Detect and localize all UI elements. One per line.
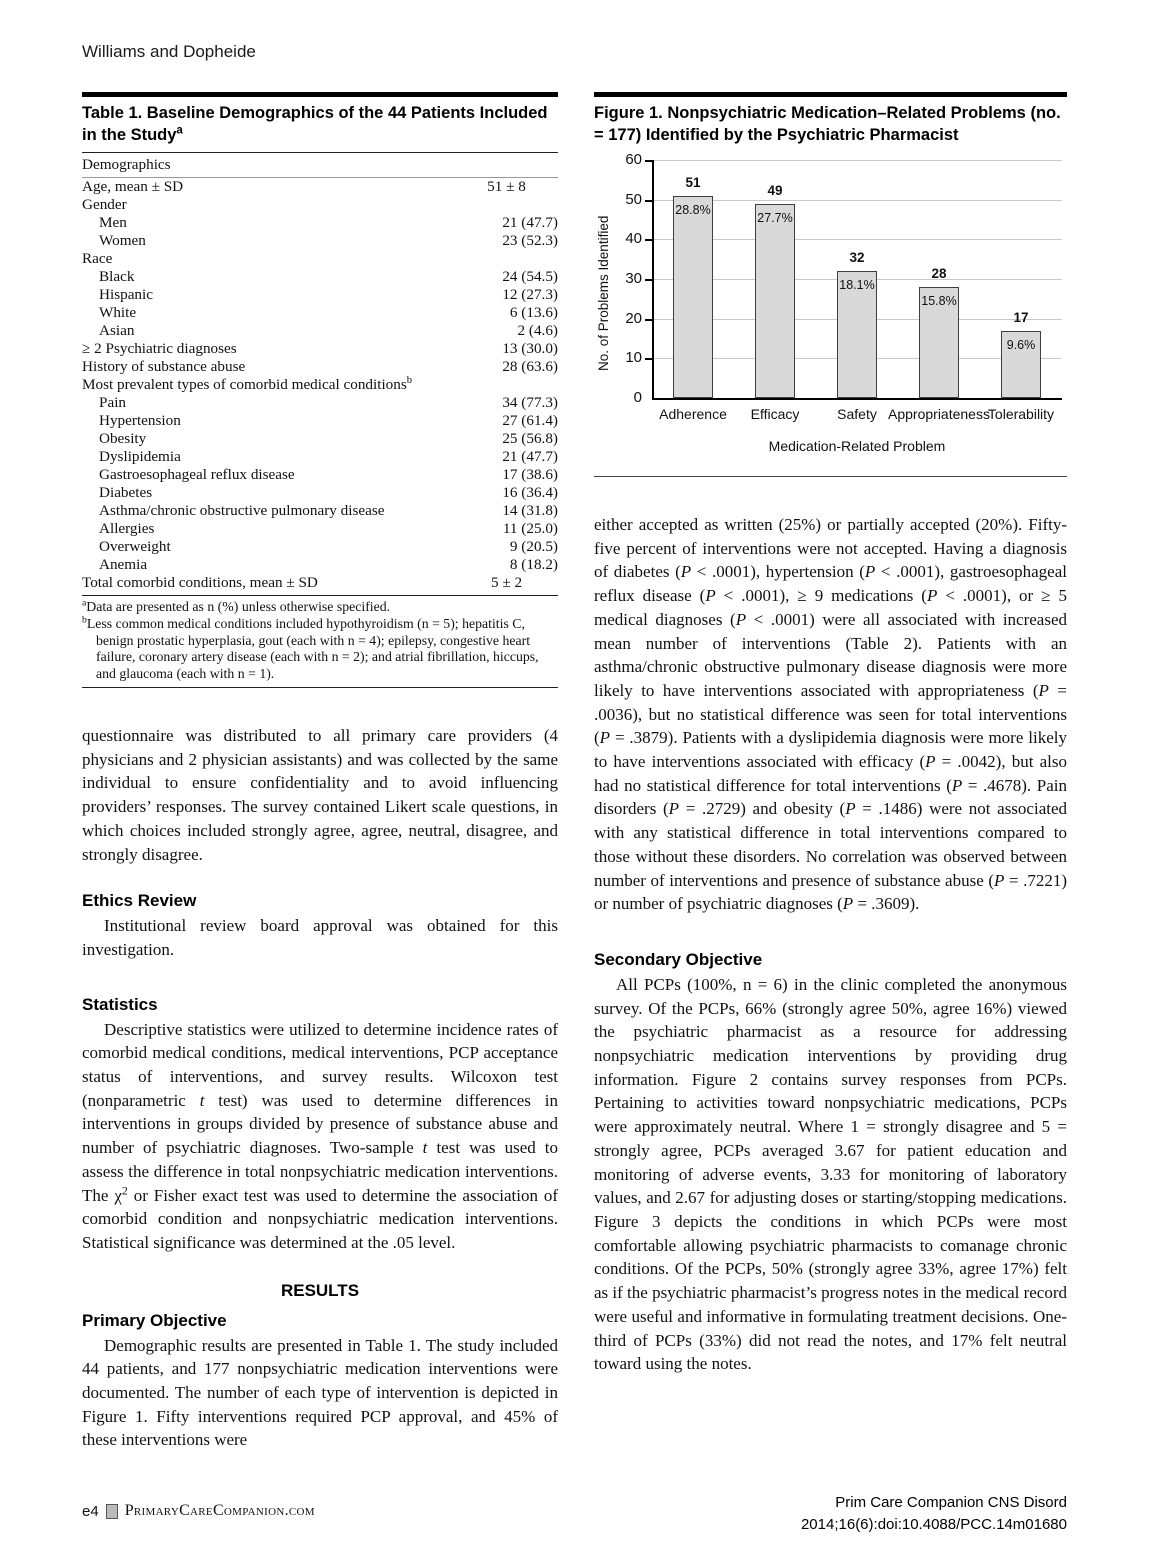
paragraph-ethics: Institutional review board approval was obtained for this investigation. [82, 916, 558, 959]
y-axis-tick [645, 279, 652, 281]
table-row [82, 520, 558, 538]
bar-pct-label: 15.8% [921, 293, 957, 308]
footer-left [82, 1502, 315, 1520]
table1-top-rule [82, 92, 558, 97]
y-axis [652, 160, 654, 398]
x-tick-label: Adherence [659, 406, 727, 422]
y-tick-label: 60 [625, 151, 642, 168]
table-row-label: Hispanic [99, 286, 153, 303]
table-row [82, 394, 558, 412]
x-tick-label: Efficacy [750, 406, 800, 422]
running-head: Williams and Dopheide [82, 42, 256, 61]
table-row [82, 196, 558, 214]
table-row-value: 9 (20.5) [509, 538, 558, 555]
table1-title: Table 1. Baseline Demographics of the 44 Patients Included in the Study$^a$ [82, 104, 548, 144]
y-tick-label: 10 [625, 349, 642, 367]
table-row [82, 268, 558, 286]
table-row-label: Pain [99, 394, 127, 411]
bar [755, 204, 795, 398]
x-tick-label: Safety [837, 406, 877, 422]
table-row [82, 538, 558, 556]
journal-icon [106, 1504, 118, 1519]
table-row-value: 13 (30.0) [502, 340, 558, 357]
table-row-value: 16 (36.4) [502, 484, 558, 501]
y-tick-label: 20 [625, 309, 642, 327]
grid-line [652, 160, 1062, 161]
figure1-block [594, 92, 1067, 477]
table-row-label: Anemia [99, 556, 148, 573]
table-footnote: $^b$Less common medical conditions included hypothyroidism (n = 5); hepatitis C, benign prostatic hyperplasia, gout (each with n = 4); epilepsy, congestive heart failure, coronary artery disease (each with n = 2); and atrial fibrillation, hiccups, and glaucoma (each with n = 1). [82, 614, 539, 682]
table-row-value: 12 (27.3) [502, 286, 558, 303]
table-row [82, 556, 558, 574]
table1-bottom-rule [82, 687, 558, 688]
table-row [82, 412, 558, 430]
bar-value-label: 49 [767, 182, 783, 198]
table-row-value: 2 (4.6) [517, 322, 558, 339]
figure1-title: Figure 1. Nonpsychiatric Medication–Related Problems (no. = 177) Identified by the Psychiatric Pharmacist [594, 104, 1061, 144]
table-row [82, 574, 558, 592]
grid-line [652, 239, 1062, 240]
table-row-value: 17 (38.6) [502, 466, 558, 483]
table1-column-header: Demographics [82, 156, 171, 173]
table-row [82, 448, 558, 466]
table-row [82, 466, 558, 484]
table-row-value: 14 (31.8) [502, 502, 558, 519]
table-row-value: 8 (18.2) [509, 556, 558, 573]
table-row-value: 21 (47.7) [502, 214, 558, 231]
table-row-value: 28 (63.6) [502, 358, 558, 375]
table-row-label: Dyslipidemia [99, 448, 181, 465]
table-row-value: 34 (77.3) [502, 394, 558, 411]
footer-site-name: PrimaryCareCompanion.com [124, 1502, 315, 1519]
paragraph-primary-objective: Demographic results are presented in Table 1. The study included 44 patients, and 177 nonpsychiatric medication interventions were documented. The number of each type of intervention is depicted in Figure 1. Fifty interventions required PCP approval, and 45% of these interventions were [82, 1335, 558, 1450]
table-row-label: Hypertension [99, 412, 181, 429]
table1-footnotes [82, 596, 558, 687]
table-row-value: 24 (54.5) [502, 268, 558, 285]
bar-pct-label: 27.7% [757, 210, 793, 225]
table-row [82, 484, 558, 502]
table-row-label: Overweight [99, 538, 171, 555]
table-row [82, 250, 558, 268]
x-tick-label: Appropriateness [888, 406, 990, 422]
table-row [82, 286, 558, 304]
table-row [82, 430, 558, 448]
table-row-label: Women [99, 232, 146, 249]
y-axis-tick [645, 200, 652, 202]
table-footnote: $^a$Data are presented as n (%) unless otherwise specified. [82, 597, 391, 614]
table1-rows [82, 178, 558, 592]
x-tick-label: Tolerability [987, 406, 1055, 422]
paragraph-methods-continued: questionnaire was distributed to all primary care providers (4 physicians and 2 physician assistants) and was collected by the same individual to ensure confidentiality and to avoid influencing providers’ responses. The survey contained Likert scale questions, in which choices included strongly agree, agree, neutral, disagree, and strongly disagree. [82, 725, 558, 864]
table-row-value: 27 (61.4) [502, 412, 558, 429]
table-row-label: Total comorbid conditions, mean ± SD [82, 574, 318, 591]
table-row-label: Allergies [99, 520, 155, 537]
heading-statistics: Statistics [82, 994, 158, 1014]
x-axis-title: Medication-Related Problem [768, 438, 946, 454]
heading-secondary-objective: Secondary Objective [594, 949, 763, 969]
footer-citation: 2014;16(6):doi:10.4088/PCC.14m01680 [800, 1515, 1067, 1533]
y-axis-title: No. of Problems Identified [596, 215, 611, 371]
table-row-label: ≥ 2 Psychiatric diagnoses [82, 340, 237, 357]
paragraph-secondary-objective: All PCPs (100%, n = 6) in the clinic completed the anonymous survey. Of the PCPs, 66% (strongly agree 50%, agree 16%) viewed the psychiatric pharmacist as a resource for addressing nonpsychiatric medication interventions by providing drug information. Figure 2 contains survey responses from PCPs. Pertaining to activities toward nonpsychiatric medications, PCPs were approximately neutral. Where 1 = strongly disagree and 5 = strongly agree, PCPs averaged 3.67 for patient education and monitoring of adverse events, 3.33 for monitoring of laboratory values, and 2.67 for adjusting doses or starting/stopping medications. Figure 3 depicts the conditions in which PCPs were most comfortable allowing psychiatric pharmacists to comanage chronic conditions. Of the PCPs, 50% (strongly agree 33%, agree 17%) felt as if the psychiatric pharmacist’s progress notes in the medical record were useful and informative in formulating treatment decisions. One-third of PCPs (33%) did not read the notes, and 17% felt neutral toward using the notes. [594, 974, 1068, 1374]
y-axis-tick [645, 319, 652, 321]
figure1-bottom-rule [594, 476, 1067, 477]
table-row-label: Most prevalent types of comorbid medical conditions$^b$ [82, 374, 413, 393]
y-axis-tick [645, 358, 652, 360]
y-tick-label: 50 [625, 190, 642, 208]
bar-pct-label: 9.6% [1006, 337, 1036, 352]
paragraph-primary-results-continued: either accepted as written (25%) or partially accepted (20%). Fifty-five percent of interventions were not accepted. Having a diagnosis of diabetes (P < .0001), hypertension (P < .0001), gastroesophageal reflux disease (P < .0001), ≥ 9 medications (P < .0001), or ≥ 5 medical diagnoses (P < .0001) were all associated with increased mean number of interventions (Table 2). Patients with an asthma/chronic obstructive pulmonary disease diagnosis were more likely to have interventions associated with appropriateness (P = .0036), but no statistical difference was seen for total interventions (P = .3879). Patients with a dyslipidemia diagnosis were more likely to have interventions associated with efficacy (P = .0042), but also had no statistical difference for total interventions (P = .4678). Pain disorders (P = .2729) and obesity (P = .1486) were not associated with any statistical difference in total interventions compared to those without these disorders. No correlation was observed between number of interventions and presence of substance abuse (P = .7221) or number of psychiatric diagnoses (P = .3609). [594, 515, 1068, 914]
table-row [82, 178, 558, 196]
y-tick-label: 0 [633, 389, 642, 406]
x-axis [652, 398, 1062, 400]
heading-results: RESULTS [280, 1280, 360, 1300]
y-axis-tick [645, 239, 652, 241]
table1-block [82, 92, 558, 688]
heading-ethics-review: Ethics Review [82, 891, 197, 911]
table-row [82, 214, 558, 232]
table-row-label: Gender [82, 196, 127, 213]
table-row-value [463, 376, 558, 394]
table-row-value [463, 196, 558, 214]
table-row-label: History of substance abuse [82, 358, 246, 375]
table-row [82, 376, 558, 394]
y-axis-tick [645, 160, 652, 162]
table-row-label: Age, mean ± SD [82, 178, 184, 195]
heading-primary-objective: Primary Objective [82, 1310, 227, 1330]
table-row-value: 51 ± 8 [487, 178, 526, 195]
table-row [82, 358, 558, 376]
bar-value-label: 32 [849, 250, 865, 266]
table-row-label: Asthma/chronic obstructive pulmonary disease [99, 502, 385, 519]
table-row-value: 23 (52.3) [502, 232, 558, 249]
table-row [82, 502, 558, 520]
table-row-value: 21 (47.7) [502, 448, 558, 465]
table-row-label: Diabetes [99, 484, 153, 501]
table-row-label: Black [99, 268, 135, 285]
table-row [82, 322, 558, 340]
footer-right [801, 1492, 1067, 1535]
bar-pct-label: 18.1% [839, 278, 875, 293]
footer-journal-name: Prim Care Companion CNS Disord [835, 1494, 1067, 1511]
table-row-label: Gastroesophageal reflux disease [99, 466, 295, 483]
table-row-label: Men [99, 214, 127, 231]
y-tick-label: 40 [625, 230, 642, 248]
grid-line [652, 200, 1062, 201]
figure1-top-rule [594, 92, 1067, 97]
page-number: e4 [82, 1502, 99, 1520]
table-row-value: 25 (56.8) [502, 430, 558, 447]
table-row-value: 6 (13.6) [509, 304, 558, 321]
figure1-bar-chart [594, 151, 1067, 466]
bar-value-label: 17 [1013, 309, 1029, 325]
bar-value-label: 51 [685, 174, 701, 190]
paragraph-statistics: Descriptive statistics were utilized to determine incidence rates of comorbid medical conditions, medical interventions, PCP acceptance status of interventions, and survey results. Wilcoxon test (nonparametric t test) was used to determine differences in interventions in groups divided by presence of substance abuse and number of psychiatric diagnoses. Two-sample t test was used to assess the difference in total nonpsychiatric medication interventions. The $\chi^2$ or Fisher exact test was used to determine the association of comorbid condition and nonpsychiatric medication interventions. Statistical significance was determined at the .05 level. [82, 1019, 559, 1252]
table-row-value: 11 (25.0) [502, 520, 558, 537]
table-row-value [463, 250, 558, 268]
table-row-label: Asian [99, 322, 135, 339]
bar-pct-label: 28.8% [675, 202, 711, 217]
table-row-label: Obesity [99, 430, 147, 447]
table-row-label: White [99, 304, 137, 321]
table-row-label: Race [82, 250, 113, 267]
bar-value-label: 28 [931, 265, 947, 281]
left-column [82, 92, 558, 1452]
table-row [82, 340, 558, 358]
table-row [82, 304, 558, 322]
bar [673, 196, 713, 398]
y-tick-label: 30 [625, 270, 642, 287]
right-column [594, 92, 1067, 1452]
table-row [82, 232, 558, 250]
two-column-layout [82, 92, 1067, 1452]
table-row-value: 5 ± 2 [490, 574, 523, 591]
